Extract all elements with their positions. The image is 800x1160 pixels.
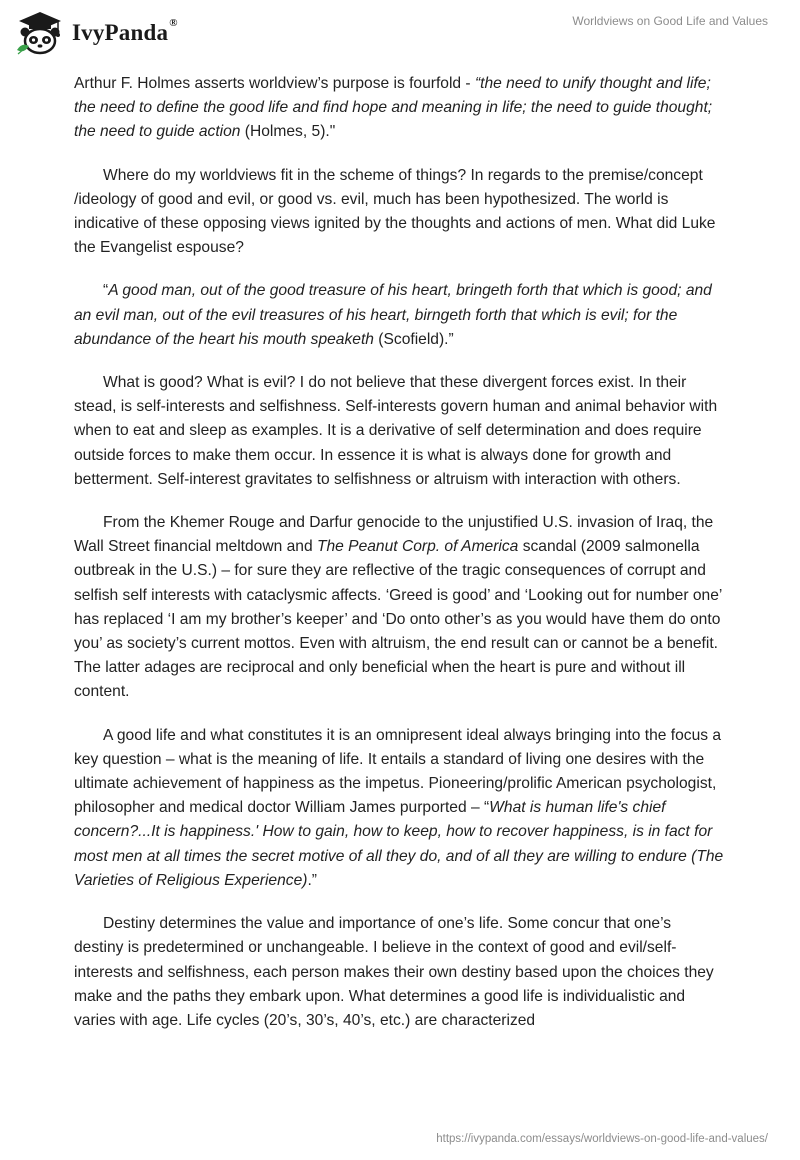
essay-paragraph (74, 724, 724, 893)
document-title: Worldviews on Good Life and Values (572, 14, 768, 28)
paragraph-text: Destiny determines the value and importance of one’s life. Some concur that one’s destiny is predetermined or unchangeable. I believe in the context of good and evil/self-interests and selfishness, each person makes their own destiny based upon the choices they make and the paths they embark upon. What determines a good life is individualistic and varies with age. Life cycles (20’s, 30’s, 40’s, etc.) are characterized (74, 915, 714, 1029)
paragraph-text: A good life and what constitutes it is an omnipresent ideal always bringing into the focus a key question – what is the meaning of life. It entails a standard of living one desires with the ultimate achievement of happiness as the impetus. Pioneering/prolific American psychologist, philosopher and medical doctor William James purported – “ (74, 726, 722, 817)
page-header (0, 0, 800, 70)
paragraph-text: “ (103, 282, 109, 300)
paragraph-text: scandal (2009 salmonella outbreak in the U.S.) – for sure they are reflective of the tragic consequences of corrupt and selfish self interests with cataclysmic affects. ‘Greed is good’ and ‘Looking out for number one’ has replaced ‘I am my brother’s keeper’ and ‘Do onto other’s as you would have them do onto you’ as society’s current mottos. Even with altruism, the end result can or cannot be a benefit. The latter adages are reciprocal and only beneficial when the heart is pure and without ill content. (74, 538, 722, 701)
essay-paragraph (74, 912, 724, 1033)
registered-mark: ® (169, 17, 178, 29)
paragraph-text: Arthur F. Holmes asserts worldview’s purpose is fourfold - (74, 75, 475, 92)
paragraph-text: What is good? What is evil? I do not believe that these divergent forces exist. In their stead, is self-interests and selfishness. Self-interests govern human and animal behavior with when to eat and sleep as examples. It is a derivative of self determination and does require outside forces to make them occur. In essence it is what is always done for growth and betterment. Self-interest gravitates to selfishness or altruism with interaction with others. (74, 374, 718, 488)
paragraph-text: (Holmes, 5)." (240, 123, 336, 141)
essay-paragraph (74, 371, 724, 492)
italic-text: “the need to unify thought and life; the need to define the good life and find hope and meaning in life; the need to guide thought; the need to guide action (74, 75, 713, 141)
paragraph-text: From the Khemer Rouge and Darfur genocide to the unjustified U.S. invasion of Iraq, the Wall Street financial meltdown and (74, 514, 714, 556)
panda-graduate-icon (14, 10, 66, 56)
italic-text: A good man, out of the good treasure of his heart, bringeth forth that which is good; and an evil man, out of the evil treasures of his heart, birngeth forth that which is evil; for the abundance of the heart his mouth speaketh (74, 282, 712, 348)
essay-paragraph (74, 164, 724, 261)
essay-body (74, 72, 724, 1052)
brand-name (72, 17, 178, 46)
essay-paragraph (74, 279, 724, 352)
italic-text: What is human life's chief concern?...It is happiness.' How to gain, how to keep, how to recover happiness, is in fact for most men at all times the secret motive of all they do, and of all they are willing to endure (The Varieties of Religious Experience) (74, 799, 724, 889)
brand-wordmark: IvyPanda (72, 20, 169, 45)
paragraph-text: .” (307, 871, 317, 889)
italic-text: The Peanut Corp. of America (316, 538, 519, 556)
source-url[interactable]: https://ivypanda.com/essays/worldviews-on-good-life-and-values/ (436, 1133, 768, 1145)
essay-paragraph (74, 511, 724, 705)
paragraph-text: Where do my worldviews fit in the scheme of things? In regards to the premise/concept /ideology of good and evil, or good vs. evil, much has been hypothesized. The world is indicative of these opposing views ignited by the thoughts and actions of men. What did Luke the Evangelist espouse? (74, 166, 716, 257)
paragraph-text: (Scofield).” (373, 330, 454, 348)
ivypanda-logo[interactable] (14, 10, 178, 56)
essay-paragraph (74, 72, 724, 145)
